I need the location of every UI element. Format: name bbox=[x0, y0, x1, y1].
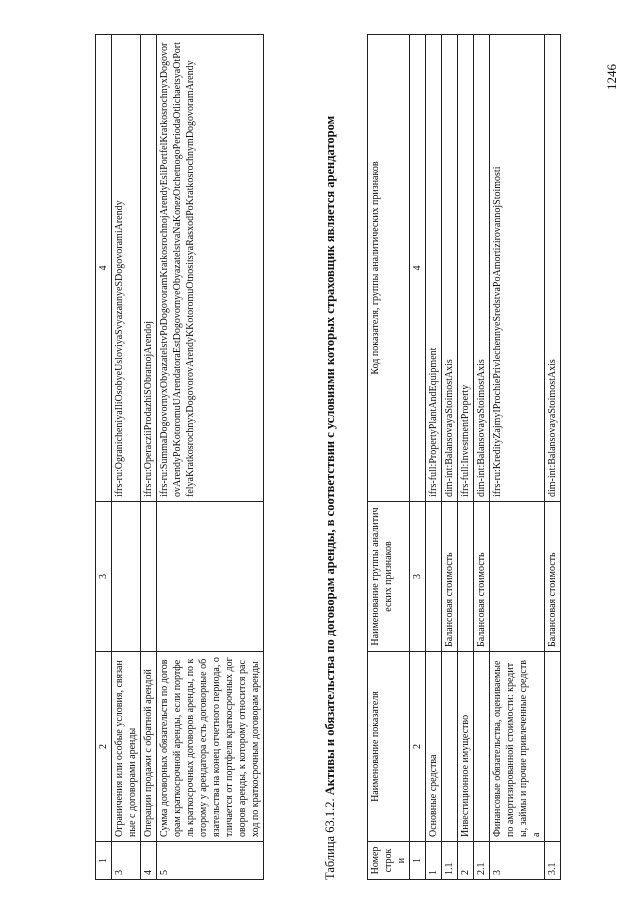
header-cell: 4 bbox=[96, 35, 112, 502]
main-table bbox=[367, 34, 561, 880]
table-row bbox=[545, 35, 561, 880]
header-number-cell: 4 bbox=[410, 35, 426, 502]
main-table-header-row bbox=[368, 35, 410, 880]
indicator-code: dim-int:BalansovayaStoimostAxis bbox=[474, 35, 490, 502]
continuation-table-header-row bbox=[96, 35, 112, 880]
group-name: Балансовая стоимость bbox=[442, 502, 458, 652]
indicator-name: Сумма договорных обязательств по договорам краткосрочной аренды, если портфель краткосрочных договоров аренды, по которому у арендатора есть договорные обязательства на конец отчетного периода, отличается от портфеля краткосрочных договоров аренды, к которому относится расход по краткосрочным договорам аренды bbox=[157, 652, 264, 842]
indicator-code: ifrs-ru:OgranicheniyaIliOsobyeUsloviyaSvyazannyeSDogovoramiArendy bbox=[112, 35, 141, 502]
row-number: 2 bbox=[458, 842, 474, 880]
header-cell: Наименование группы аналитических признаков bbox=[368, 502, 410, 652]
indicator-code: dim-int:BalansovayaStoimostAxis bbox=[545, 35, 561, 502]
indicator-name: Основные средства bbox=[426, 652, 442, 842]
indicator-name: Операции продажи с обратной арендой bbox=[141, 652, 157, 842]
group-name bbox=[426, 502, 442, 652]
row-number: 2.1 bbox=[474, 842, 490, 880]
indicator-name bbox=[442, 652, 458, 842]
table-row bbox=[442, 35, 458, 880]
group-name bbox=[157, 502, 264, 652]
indicator-name: Инвестиционное имущество bbox=[458, 652, 474, 842]
indicator-code: ifrs-ru:KredityZajmyIProchiePrivlechennyeSredstvaPoAmortizirovannojStoimosti bbox=[490, 35, 545, 502]
indicator-code: ifrs-full:InvestmentProperty bbox=[458, 35, 474, 502]
group-name: Балансовая стоимость bbox=[474, 502, 490, 652]
row-number: 3 bbox=[490, 842, 545, 880]
row-number: 3.1 bbox=[545, 842, 561, 880]
main-table-number-row bbox=[410, 35, 426, 880]
table-caption-label: Таблица 63.1.2. bbox=[323, 798, 337, 880]
indicator-code: ifrs-ru:SummaDogovornyxObyazatelstvPoDogovoramKratkosrochnojArendyEsliPortfelKratkosrochnyxDogovorovArendyPoKotoromuUArendatoraEstDogovornyeObyazatelstvaNaKonezOtchetnogoPeriodaOtlichaetsyaOtPortfelyaKratkosrochnyxDogovorovArendyKKotoromuOtnositsyaRasxodPoKratkosrochnymDogovoramArendy bbox=[157, 35, 264, 502]
header-cell: 2 bbox=[96, 652, 112, 842]
page-number: 1246 bbox=[604, 64, 619, 90]
rotated-page-content bbox=[95, 35, 605, 880]
row-number: 1.1 bbox=[442, 842, 458, 880]
indicator-name bbox=[474, 652, 490, 842]
table-caption-title: Активы и обязательства по договорам аренды, в соответствии с условиями которых страховщик является арендатором bbox=[323, 115, 337, 796]
group-name bbox=[112, 502, 141, 652]
table-row bbox=[157, 35, 264, 880]
group-name bbox=[490, 502, 545, 652]
group-name bbox=[141, 502, 157, 652]
header-number-cell: 3 bbox=[410, 502, 426, 652]
row-number: 5 bbox=[157, 842, 264, 880]
header-cell: Номер строки bbox=[368, 842, 410, 880]
header-number-cell: 1 bbox=[410, 842, 426, 880]
header-cell: 1 bbox=[96, 842, 112, 880]
indicator-code: ifrs-full:PropertyPlantAndEquipment bbox=[426, 35, 442, 502]
continuation-table bbox=[95, 34, 264, 880]
table-row bbox=[474, 35, 490, 880]
row-number: 3 bbox=[112, 842, 141, 880]
row-number: 4 bbox=[141, 842, 157, 880]
table-row bbox=[141, 35, 157, 880]
row-number: 1 bbox=[426, 842, 442, 880]
header-number-cell: 2 bbox=[410, 652, 426, 842]
table-caption bbox=[317, 35, 343, 880]
group-name bbox=[458, 502, 474, 652]
table-row bbox=[426, 35, 442, 880]
indicator-code: ifrs-ru:OperacziiProdazhiSObratnojArendoj bbox=[141, 35, 157, 502]
table-row bbox=[458, 35, 474, 880]
table-row bbox=[490, 35, 545, 880]
header-cell: Наименование показателя bbox=[368, 652, 410, 842]
header-cell: 3 bbox=[96, 502, 112, 652]
indicator-name: Ограничения или особые условия, связанные с договорами аренды bbox=[112, 652, 141, 842]
indicator-name bbox=[545, 652, 561, 842]
indicator-code: dim-int:BalansovayaStoimostAxis bbox=[442, 35, 458, 502]
group-name: Балансовая стоимость bbox=[545, 502, 561, 652]
indicator-name: Финансовые обязательства, оцениваемые по амортизированной стоимости: кредиты, займы и прочие привлеченные средства bbox=[490, 652, 545, 842]
table-row bbox=[112, 35, 141, 880]
header-cell: Код показателя, группы аналитических признаков bbox=[368, 35, 410, 502]
